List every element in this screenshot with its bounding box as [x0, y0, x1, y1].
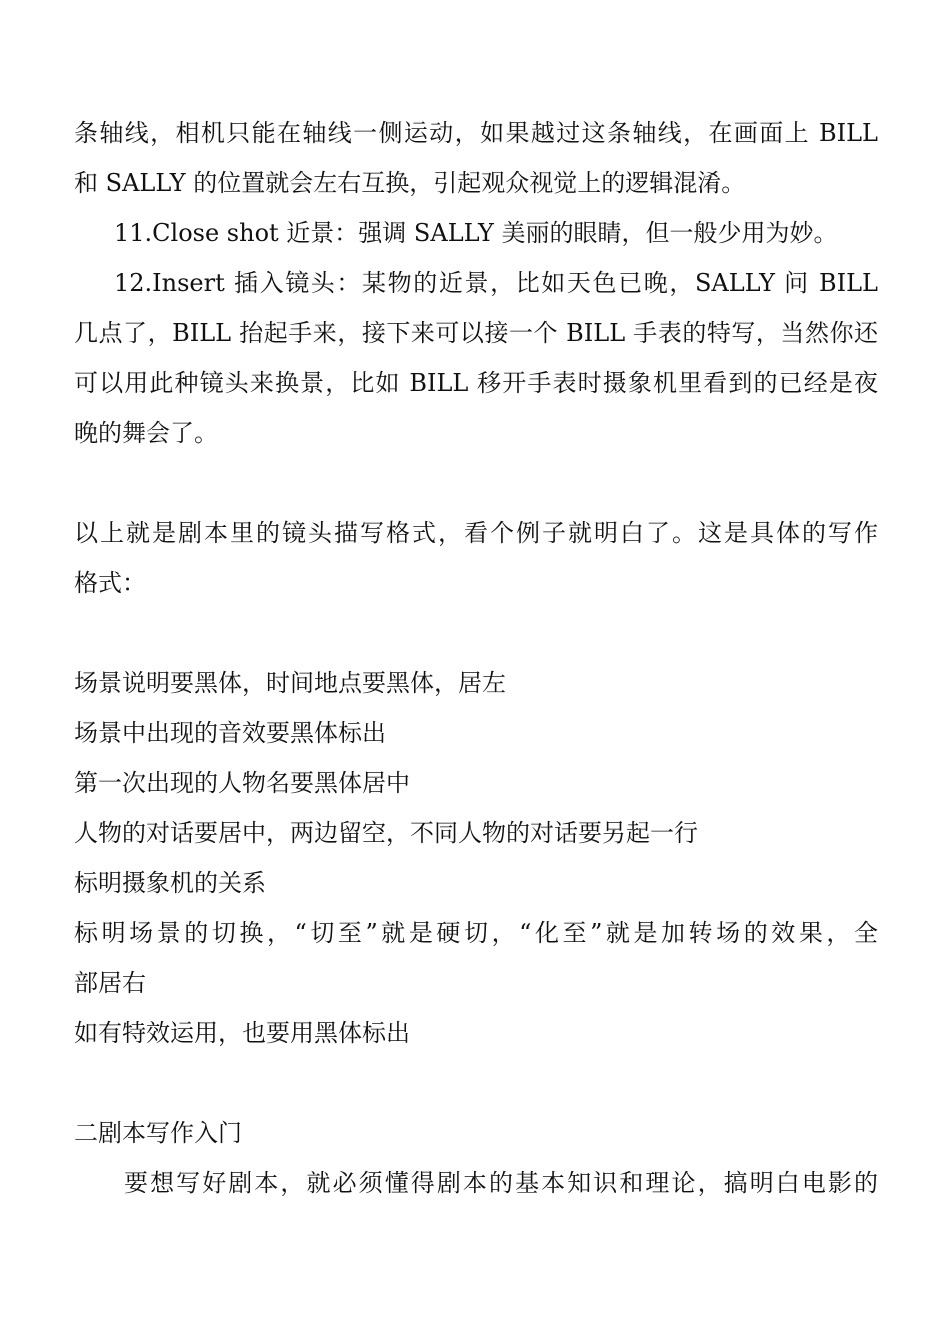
- paragraph-line: 和 SALLY 的位置就会左右互换，引起观众视觉上的逻辑混淆。: [74, 169, 746, 197]
- paragraph-gap: [74, 608, 878, 658]
- format-rule: 场景中出现的音效要黑体标出: [74, 719, 386, 747]
- section-paragraph-line: 要想写好剧本，就必须懂得剧本的基本知识和理论，搞明白电影的: [124, 1169, 878, 1197]
- paragraph-line: 条轴线，相机只能在轴线一侧运动，如果越过这条轴线，在画面上 BILL: [74, 119, 878, 147]
- paragraph-line: 晚的舞会了。: [74, 419, 218, 447]
- section-heading: 二剧本写作入门: [74, 1119, 242, 1147]
- format-rule: 标明场景的切换，“切至”就是硬切，“化至”就是加转场的效果，全: [74, 919, 878, 947]
- format-rule: 人物的对话要居中，两边留空，不同人物的对话要另起一行: [74, 819, 698, 847]
- list-item-11: 11.Close shot 近景：强调 SALLY 美丽的眼睛，但一般少用为妙。: [114, 219, 838, 247]
- format-rule: 场景说明要黑体，时间地点要黑体，居左: [74, 669, 506, 697]
- paragraph-gap: [74, 1058, 878, 1108]
- format-rule: 第一次出现的人物名要黑体居中: [74, 769, 410, 797]
- paragraph-line: 几点了，BILL 抬起手来，接下来可以接一个 BILL 手表的特写，当然你还: [74, 319, 878, 347]
- summary-line: 格式：: [74, 569, 146, 597]
- format-rule: 部居右: [74, 969, 146, 997]
- paragraph-gap: [74, 458, 878, 508]
- summary-line: 以上就是剧本里的镜头描写格式，看个例子就明白了。这是具体的写作: [74, 519, 878, 547]
- paragraph-line: 可以用此种镜头来换景，比如 BILL 移开手表时摄象机里看到的已经是夜: [74, 369, 878, 397]
- format-rule: 如有特效运用，也要用黑体标出: [74, 1019, 410, 1047]
- document-page: [74, 108, 878, 1208]
- format-rule: 标明摄象机的关系: [74, 869, 266, 897]
- list-item-12: 12.Insert 插入镜头：某物的近景，比如天色已晚，SALLY 问 BILL: [114, 269, 878, 297]
